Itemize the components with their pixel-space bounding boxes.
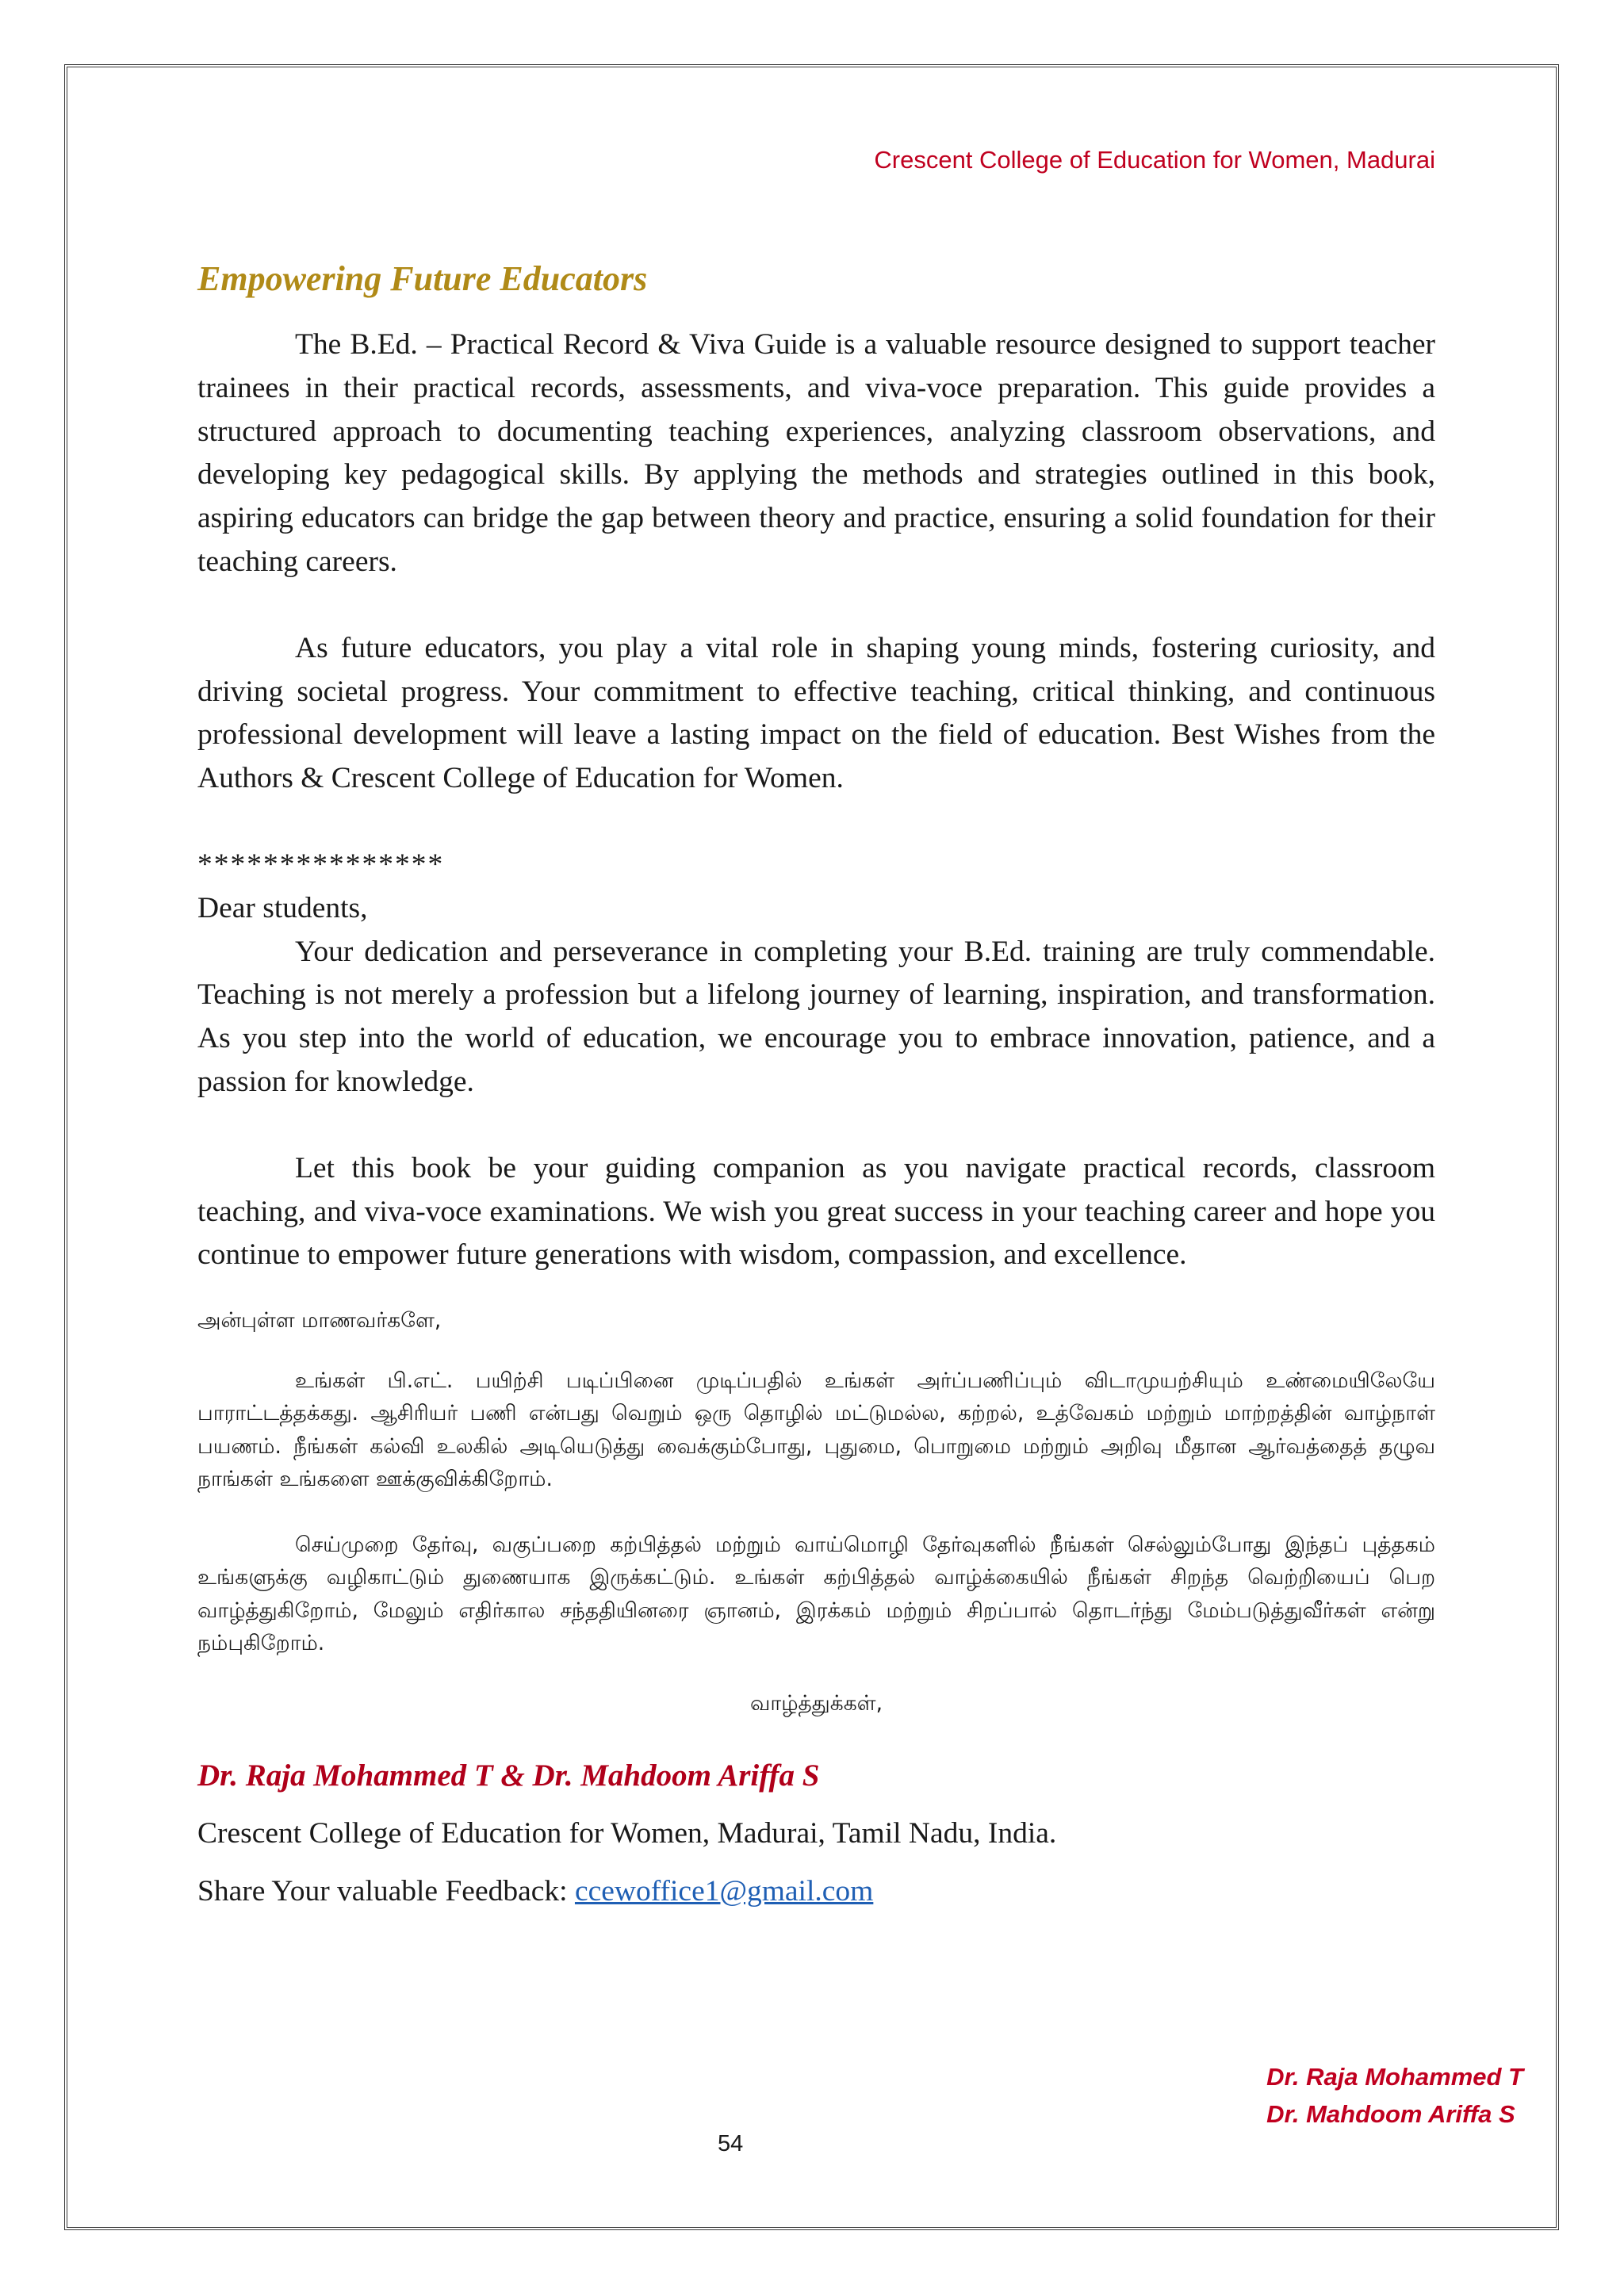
tamil-paragraph-2: செய்முறை தேர்வு, வகுப்பறை கற்பித்தல் மற்றும் வாய்மொழி தேர்வுகளில் நீங்கள் செல்லும்போது இந்தப் புத்தகம் உங்களுக்கு வழிகாட்டும் துணையாக இருக்கட்டும். உங்கள் கற்பித்தல் வாழ்க்கையில் நீங்கள் சிறந்த வெற்றியைப் பெற வாழ்த்துகிறோம், மேலும் எதிர்கால சந்ததியினரை ஞானம், இரக்கம் மற்றும் சிறப்பால் தொடர்ந்து மேம்படுத்துவீர்கள் என்று நம்புகிறோம். (197, 1532, 1435, 1656)
page-content (197, 323, 1435, 1914)
letter-salutation: Dear students, (197, 891, 368, 924)
feedback-label: Share Your valuable Feedback: (197, 1874, 575, 1908)
footer-author-1: Dr. Raja Mohammed T (1266, 2063, 1523, 2091)
intro-paragraph-1: The B.Ed. – Practical Record & Viva Guide is a valuable resource designed to support teacher trainees in their practical records, assessments, and viva-voce preparation. This guide provides a structured approach to documenting teaching experiences, analyzing classroom observations, and developing key pedagogical skills. By applying the methods and strategies outlined in this book, aspiring educators can bridge the gap between theory and practice, ensuring a solid foundation for their teaching careers. (197, 328, 1435, 578)
separator: *************** (197, 848, 445, 881)
section-title: Empowering Future Educators (197, 259, 648, 298)
author-signature: Dr. Raja Mohammed T & Dr. Mahdoom Ariffa S (197, 1758, 820, 1793)
footer-author-2: Dr. Mahdoom Ariffa S (1266, 2100, 1515, 2128)
tamil-closing: வாழ்த்துக்கள், (749, 1690, 883, 1716)
tamil-message (197, 1304, 1435, 1720)
institution-line: Crescent College of Education for Women, Madurai, Tamil Nadu, India. (197, 1816, 1057, 1850)
letter-paragraph-1: Your dedication and perseverance in completing your B.Ed. training are truly commendable. Teaching is not merely a profession but a lifelong journey of learning, inspiration, and transformation. As you step into the world of education, we encourage you to embrace innovation, patience, and a passion for knowledge. (197, 935, 1435, 1098)
feedback-email-link[interactable]: ccewoffice1@gmail.com (574, 1874, 874, 1908)
page-number: 54 (718, 2131, 744, 2156)
feedback-line (197, 1870, 1435, 1914)
intro-paragraph-2: As future educators, you play a vital role in shaping young minds, fostering curiosity, and driving societal progress. Your commitment to effective teaching, critical thinking, and continuous professional development will leave a lasting impact on the field of education. Best Wishes from the Authors & Crescent College of Education for Women. (197, 631, 1435, 795)
tamil-paragraph-1: உங்கள் பி.எட். பயிற்சி படிப்பினை முடிப்பதில் உங்கள் அர்ப்பணிப்பும் விடாமுயற்சியும் உண்மையிலேயே பாராட்டத்தக்கது. ஆசிரியர் பணி என்பது வெறும் ஒரு தொழில் மட்டுமல்ல, கற்றல், உத்வேகம் மற்றும் மாற்றத்தின் வாழ்நாள் பயணம். நீங்கள் கல்வி உலகில் அடியெடுத்து வைக்கும்போது, புதுமை, பொறுமை மற்றும் அறிவு மீதான ஆர்வத்தைத் தழுவ நாங்கள் உங்களை ஊக்குவிக்கிறோம். (197, 1368, 1435, 1492)
tamil-salutation: அன்புள்ள மாணவர்களே, (197, 1308, 442, 1334)
letter-paragraph-2: Let this book be your guiding companion as you navigate practical records, classroom teaching, and viva-voce examinations. We wish you great success in your teaching career and hope you continue to empower future generations with wisdom, compassion, and excellence. (197, 1151, 1435, 1272)
running-header: Crescent College of Education for Women, Madurai (874, 146, 1435, 174)
footer-authors (1266, 2058, 1523, 2133)
